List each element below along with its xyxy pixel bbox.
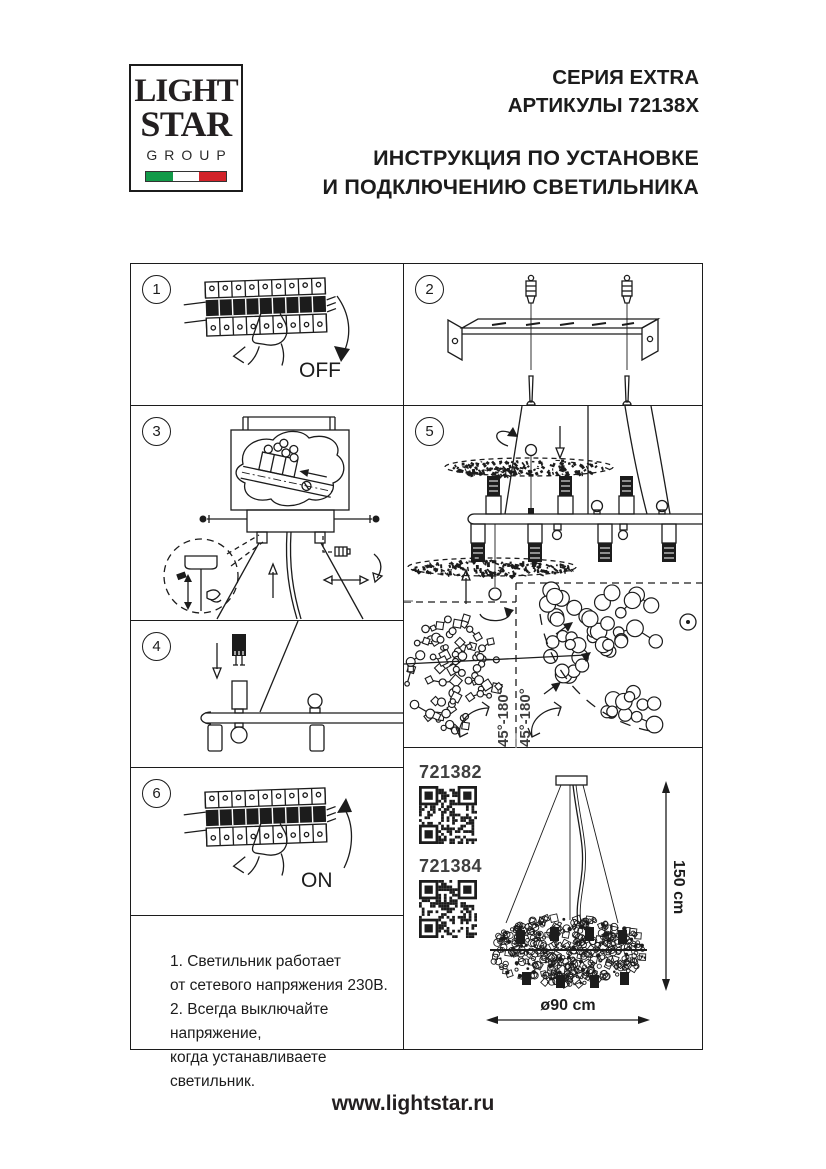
crystal-cluster-before <box>405 614 503 734</box>
bulb-icon <box>231 727 247 743</box>
bulb-icon <box>308 694 322 708</box>
bracket-mounting-drawing <box>404 264 702 406</box>
step-number-badge: 6 <box>142 779 171 808</box>
step-number-badge: 3 <box>142 417 171 446</box>
g9-bulb-icon <box>232 634 246 665</box>
product-drawing <box>404 748 702 1049</box>
product-panel <box>404 748 702 1049</box>
chandelier-assembly-drawing <box>404 406 702 748</box>
notes-panel <box>131 916 404 1091</box>
logo-word: STAR <box>140 104 232 145</box>
breaker-on-drawing <box>131 768 404 916</box>
safety-notes: 1. Светильник работает от сетевого напряжения 230В. 2. Всегда выключайте напряжение, когда устанавливаете светильник. <box>170 953 388 1091</box>
lightstar-logo <box>129 64 243 192</box>
step-1-panel <box>131 264 404 406</box>
height-dimension <box>662 781 687 991</box>
step-3-panel <box>131 406 404 621</box>
socket-icon <box>471 524 676 562</box>
article-number: 721384 <box>419 856 483 876</box>
step-4-panel <box>131 621 404 768</box>
shade-cylinder <box>310 725 324 751</box>
diameter-dimension <box>486 997 650 1024</box>
shade-cylinder <box>208 725 222 751</box>
rotate-down-arrow-icon <box>337 296 349 352</box>
crystal-cluster-after <box>540 582 663 733</box>
off-label: OFF <box>299 359 341 382</box>
chandelier-drawing <box>490 776 647 988</box>
footer-website: www.lightstar.ru <box>331 1092 495 1115</box>
step-number-badge: 5 <box>415 417 444 446</box>
steps-grid <box>130 263 703 1091</box>
swing-arrow-icon <box>532 708 560 736</box>
crystal-disc <box>408 558 576 579</box>
logo-word: LIGHT <box>134 73 238 109</box>
rotation-range-label: 45°-180° <box>495 688 512 747</box>
ceiling-bracket-icon <box>448 319 658 360</box>
wiring-detail-drawing <box>131 406 404 621</box>
article-number: 721382 <box>419 762 483 782</box>
series-block <box>508 64 699 119</box>
step-number-badge: 4 <box>142 632 171 661</box>
step-5-panel <box>404 406 702 748</box>
qr-code <box>419 786 477 844</box>
height-label: 150 cm <box>670 860 687 915</box>
diameter-label: ø90 cm <box>540 997 596 1014</box>
mounting-bar <box>247 510 334 532</box>
rotate-up-arrow-icon <box>344 808 352 868</box>
qr-code <box>419 880 477 938</box>
page-title: ИНСТРУКЦИЯ ПО УСТАНОВКЕ И ПОДКЛЮЧЕНИЮ СВЕТИЛЬНИКА <box>322 146 699 199</box>
screw-icon <box>527 376 631 409</box>
step-2-panel <box>404 264 702 406</box>
logo-word: GROUP <box>146 146 233 163</box>
wall-anchor-icon <box>526 275 632 303</box>
articles-label: АРТИКУЛЫ 72138X <box>507 93 699 117</box>
italian-flag-stripe <box>145 171 227 182</box>
socket-icon <box>232 681 247 709</box>
bulb-install-drawing <box>131 621 404 768</box>
step-number-badge: 2 <box>415 275 444 304</box>
series-label: СЕРИЯ EXTRA <box>552 66 699 89</box>
on-label: ON <box>301 869 333 892</box>
breaker-off-drawing <box>131 264 404 406</box>
step-number-badge: 1 <box>142 275 171 304</box>
rotation-range-label: 45°-180° <box>517 688 534 747</box>
step-6-panel <box>131 768 404 916</box>
